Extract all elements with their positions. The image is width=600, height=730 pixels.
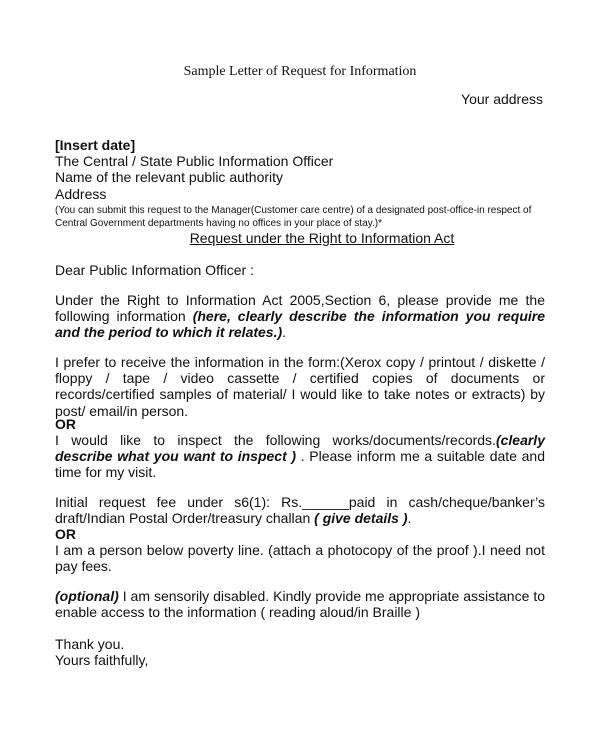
closing-thanks: Thank you. bbox=[55, 636, 125, 652]
recipient-block bbox=[55, 137, 545, 202]
paragraph-text: Under the Right to Information Act 2005,Section 6, please provide me the following information bbox=[55, 292, 545, 325]
salutation: Dear Public Information Officer : bbox=[55, 262, 254, 278]
paragraph-inspection bbox=[55, 432, 545, 481]
submission-note: (You can submit this request to the Manager(Customer care centre) of a designated post-office-in respect of Central Government departments having no offices in your place of stay.)* bbox=[55, 205, 532, 229]
paragraph-emphasis: ( give details ) bbox=[314, 510, 408, 527]
closing-signoff: Yours faithfully, bbox=[55, 652, 149, 669]
letter-subject: Request under the Right to Information Act bbox=[189, 230, 455, 246]
paragraph-text: Initial request fee under s6(1): Rs.______paid in cash/cheque/banker’s draft/Indian Postal Order/treasury challan bbox=[55, 494, 545, 527]
paragraph-request-fee bbox=[55, 494, 545, 526]
recipient-line-officer: The Central / State Public Information Officer bbox=[55, 153, 334, 170]
document-title: Sample Letter of Request for Information bbox=[183, 64, 417, 79]
paragraph-disability bbox=[55, 588, 545, 620]
or-separator-2: OR bbox=[55, 526, 76, 542]
paragraph-format-preference: I prefer to receive the information in the form:(Xerox copy / printout / diskette / floppy / tape / video cassette / certified copies of documents or records/certified samples of material/ I would like to take notes or extracts) by post/ email/in person. bbox=[55, 354, 545, 419]
paragraph-end: . Please inform me a suitable date and time for my visit. bbox=[55, 448, 545, 481]
paragraph-emphasis: (clearly describe what you want to inspect ) bbox=[55, 432, 545, 465]
insert-date: [Insert date] bbox=[55, 137, 136, 153]
paragraph-end: . bbox=[282, 324, 287, 341]
sender-address: Your address bbox=[461, 91, 543, 107]
paragraph-poverty-line: I am a person below poverty line. (attach a photocopy of the proof ).I need not pay fees. bbox=[55, 542, 545, 575]
paragraph-emphasis: (here, clearly describe the information you require and the period to which it relates.) bbox=[55, 308, 546, 341]
recipient-line-address: Address bbox=[55, 185, 107, 202]
paragraph-text: I would like to inspect the following works/documents/records. bbox=[55, 432, 496, 448]
paragraph-end: . bbox=[407, 510, 412, 527]
paragraph-emphasis: (optional) bbox=[55, 588, 119, 604]
closing-block bbox=[55, 636, 545, 668]
paragraph-information-request bbox=[55, 292, 545, 341]
recipient-line-authority: Name of the relevant public authority bbox=[55, 169, 284, 186]
or-separator-1: OR bbox=[55, 416, 76, 432]
paragraph-text: I am sensorily disabled. Kindly provide me appropriate assistance to enable access to the information ( reading aloud/in Braille ) bbox=[55, 588, 545, 621]
